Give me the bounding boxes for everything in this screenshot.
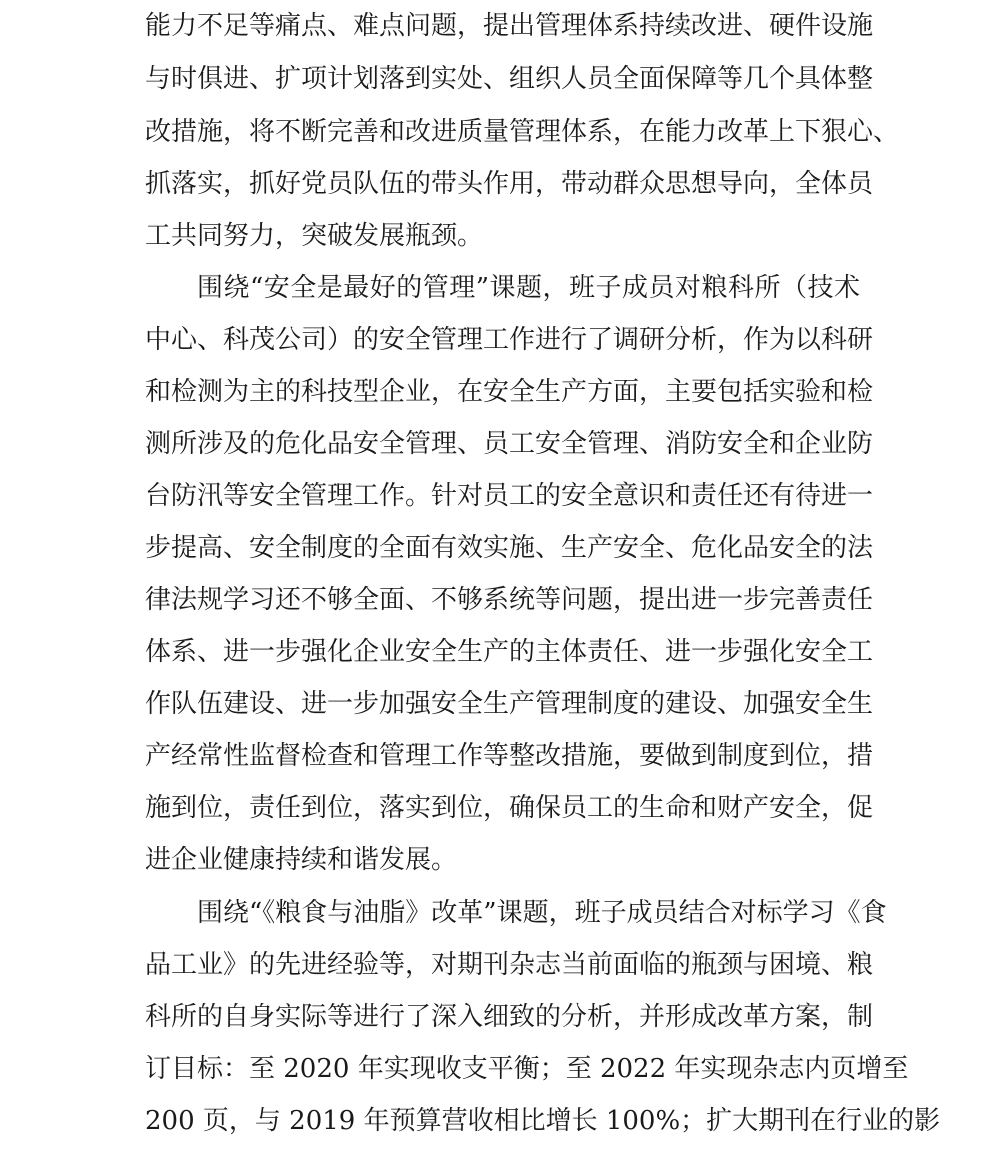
text-line: 进企业健康持续和谐发展。 xyxy=(145,845,458,875)
text-line: 改措施，将不断完善和改进质量管理体系，在能力改革上下狠心、 xyxy=(145,117,900,147)
text-line: 订目标：至 2020 年实现收支平衡；至 2022 年实现杂志内页增至 xyxy=(145,1054,909,1084)
paragraph-first-line: 围绕“《粮食与油脂》改革”课题，班子成员结合对标学习《食 xyxy=(197,898,887,928)
text-line: 施到位，责任到位，落实到位，确保员工的生命和财产安全，促 xyxy=(145,793,874,823)
text-line: 抓落实，抓好党员队伍的带头作用，带动群众思想导向，全体员 xyxy=(145,169,874,199)
text-line: 台防汛等安全管理工作。针对员工的安全意识和责任还有待进一 xyxy=(145,481,874,511)
text-line: 与时俱进、扩项计划落到实处、组织人员全面保障等几个具体整 xyxy=(145,64,874,94)
text-line: 200 页，与 2019 年预算营收相比增长 100%；扩大期刊在行业的影 xyxy=(145,1106,941,1136)
text-line: 中心、科茂公司）的安全管理工作进行了调研分析，作为以科研 xyxy=(145,325,874,355)
text-line: 产经常性监督检查和管理工作等整改措施，要做到制度到位，措 xyxy=(145,741,874,771)
paragraph-first-line: 围绕“安全是最好的管理”课题，班子成员对粮科所（技术 xyxy=(197,273,860,303)
text-line: 律法规学习还不够全面、不够系统等问题，提出进一步完善责任 xyxy=(145,585,874,615)
text-line: 和检测为主的科技型企业，在安全生产方面，主要包括实验和检 xyxy=(145,377,874,407)
text-line: 品工业》的先进经验等，对期刊杂志当前面临的瓶颈与困境、粮 xyxy=(145,950,874,980)
text-line: 步提高、安全制度的全面有效实施、生产安全、危化品安全的法 xyxy=(145,533,874,563)
text-line: 体系、进一步强化企业安全生产的主体责任、进一步强化安全工 xyxy=(145,637,874,667)
text-line: 作队伍建设、进一步加强安全生产管理制度的建设、加强安全生 xyxy=(145,689,874,719)
text-line: 测所涉及的危化品安全管理、员工安全管理、消防安全和企业防 xyxy=(145,429,874,459)
text-line: 工共同努力，突破发展瓶颈。 xyxy=(145,221,484,251)
text-line: 能力不足等痛点、难点问题，提出管理体系持续改进、硬件设施 xyxy=(145,11,874,41)
text-line: 科所的自身实际等进行了深入细致的分析，并形成改革方案，制 xyxy=(145,1002,874,1032)
